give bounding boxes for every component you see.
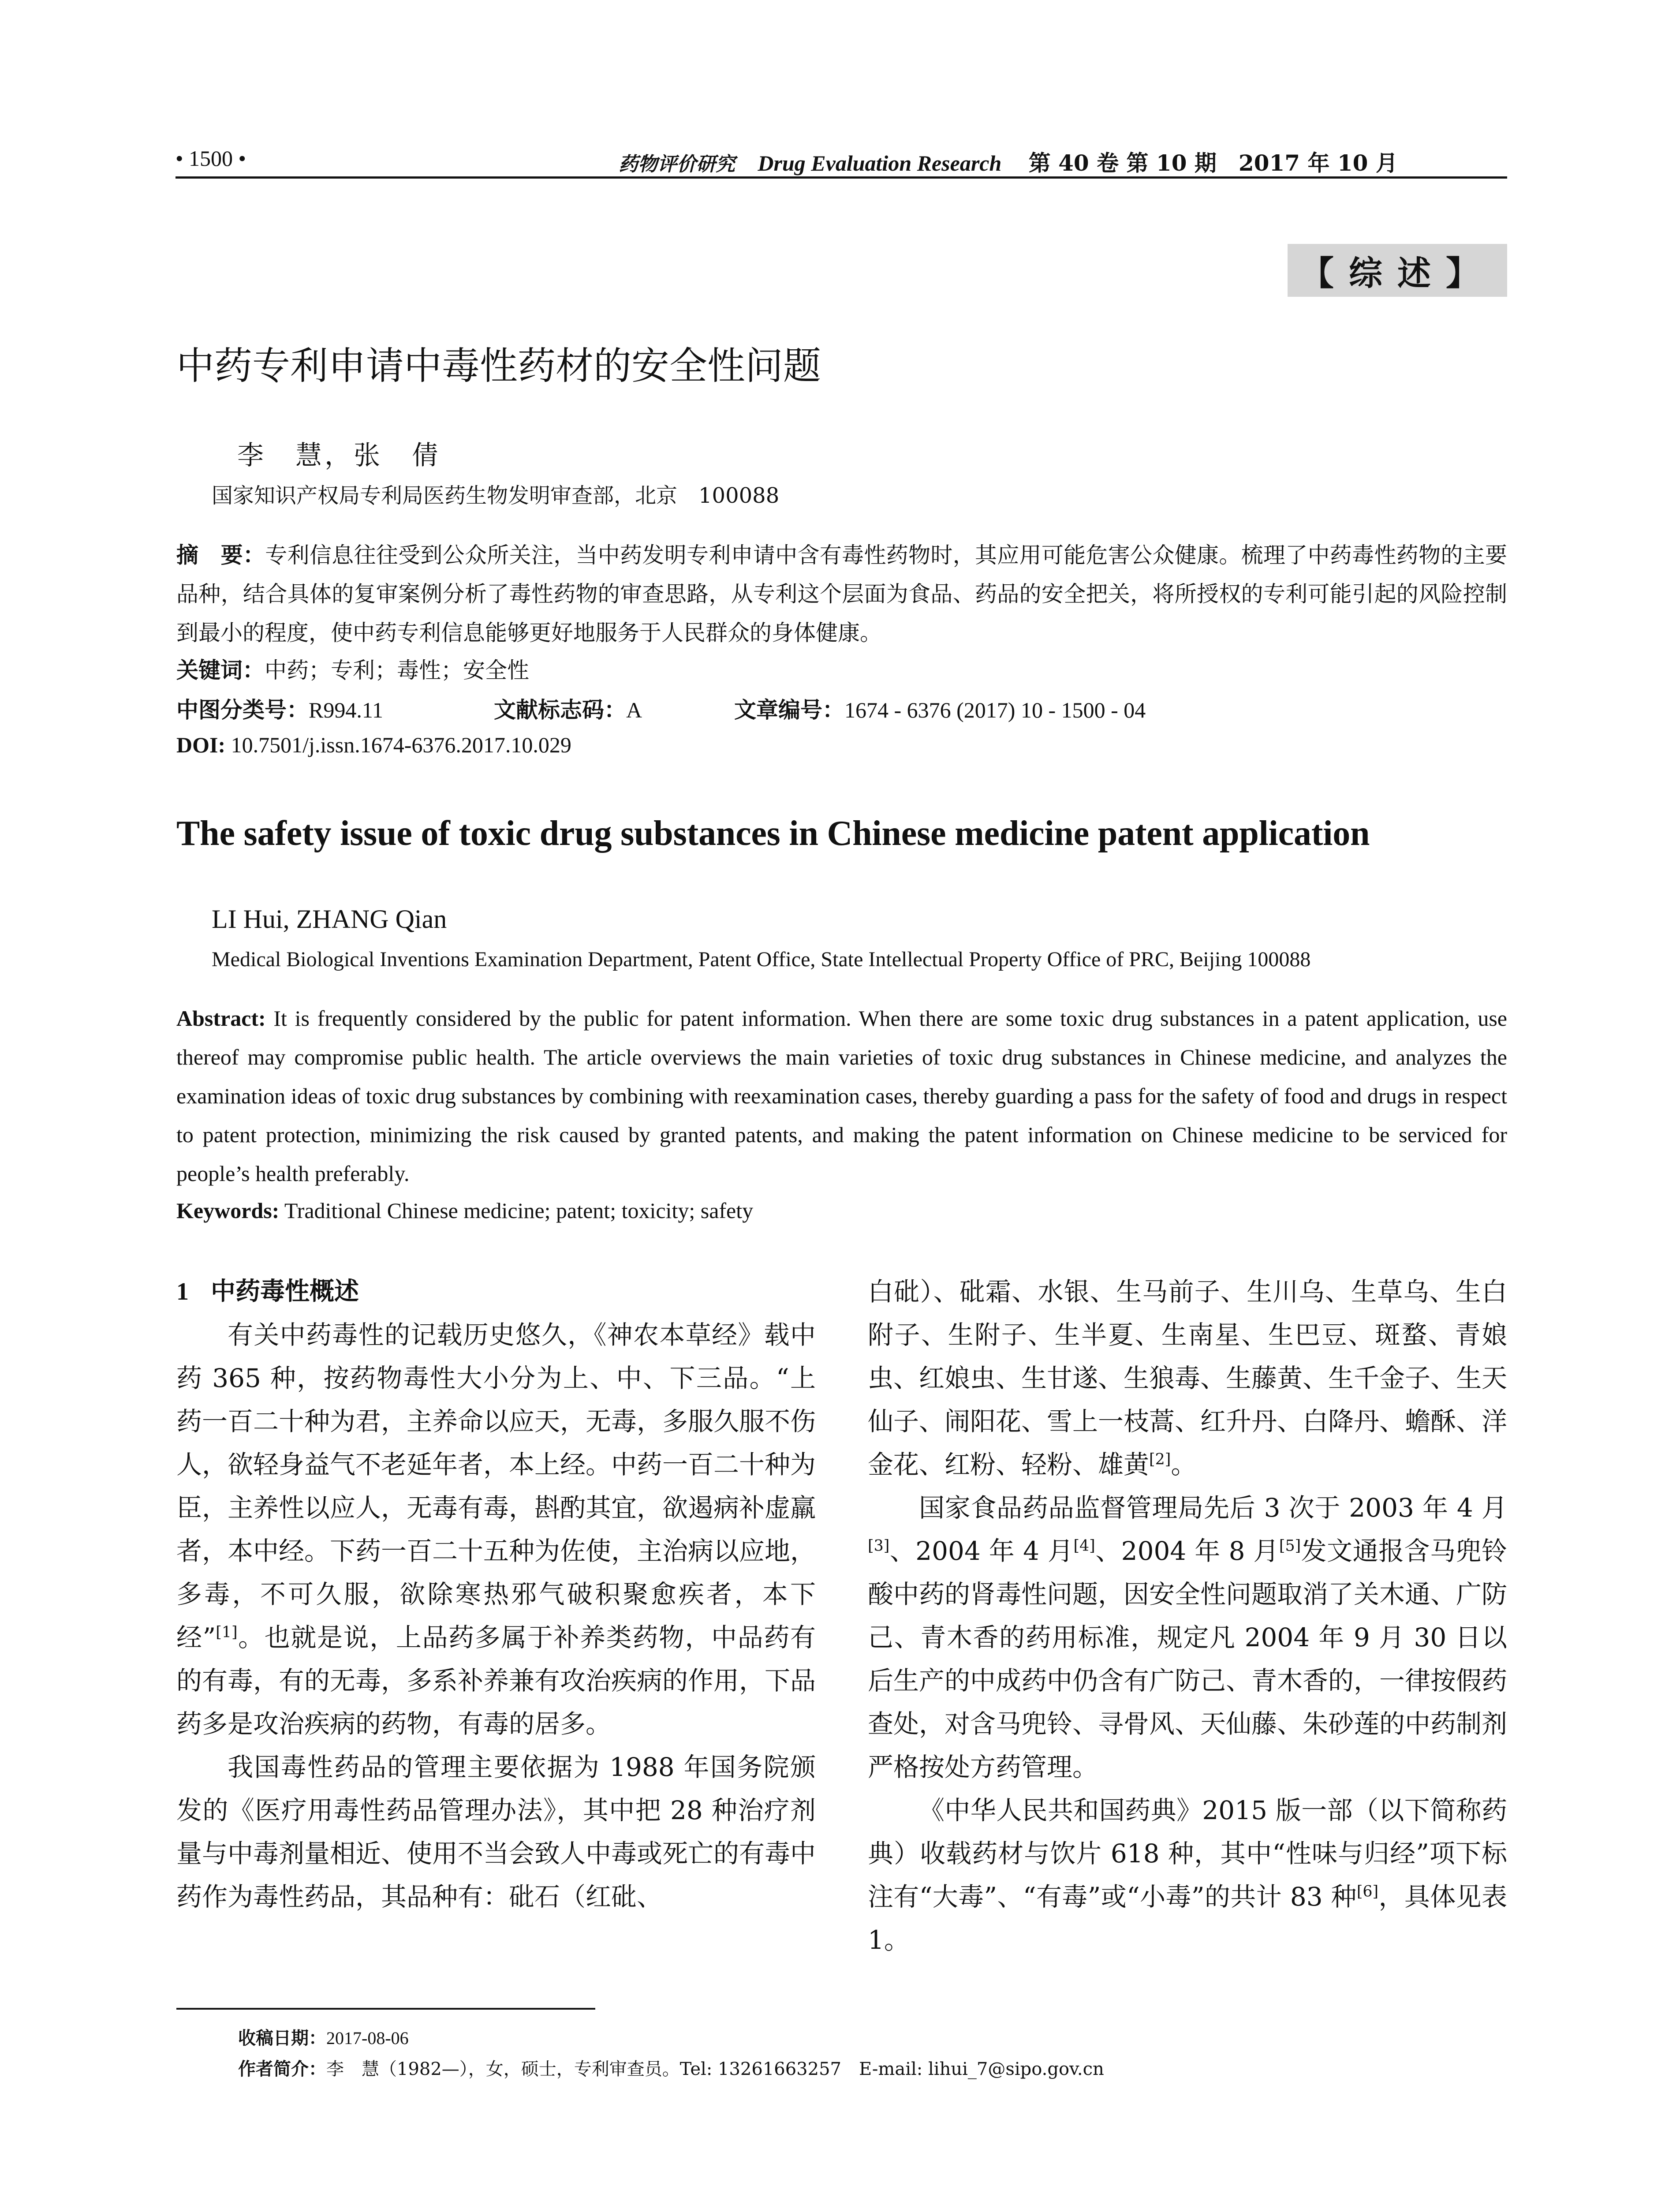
abstract-en-text: It is frequently considered by the public for patent information. When there are some toxic drug substances in a patent application, use thereof may compromise public health. The article overviews the main varieties of toxic drug substances in Chinese medicine, and analyzes the examination ideas of toxic drug substances by combining with reexamination cases, thereby guarding a pass for the safety of food and drugs in respect to patent protection, minimizing the risk caused by granted patents, and making the patent information on Chinese medicine to be serviced for people’s health preferably. <box>176 1006 1507 1186</box>
citation[interactable]: [3] <box>868 1537 890 1555</box>
clc-label: 中图分类号： <box>176 697 309 723</box>
clc-group <box>176 692 494 724</box>
article-value: 1674 - 6376 (2017) 10 - 1500 - 04 <box>844 698 1146 722</box>
abstract-cn <box>176 536 1507 652</box>
clc-value: R994.11 <box>309 698 383 722</box>
doi-value: 10.7501/j.issn.1674-6376.2017.10.029 <box>225 733 571 757</box>
citation[interactable]: [6] <box>1356 1883 1379 1901</box>
bio-text: 李 慧（1982—），女，硕士，专利审查员。Tel: 13261663257 E-mail: lihui_7@sipo.gov.cn <box>326 2059 1104 2079</box>
keywords-cn <box>176 653 529 684</box>
citation[interactable]: [4] <box>1073 1537 1095 1555</box>
keywords-cn-label: 关键词： <box>176 658 265 683</box>
journal-info <box>619 146 1398 177</box>
header-rule <box>175 176 1507 179</box>
category-badge: 【综述】 <box>1288 244 1507 297</box>
paragraph-text: 我国毒性药品的管理主要依据为 1988 年国务院颁发的《医疗用毒性药品管理办法》，其中把 28 种治疗剂量与中毒剂量相近、使用不当会致人中毒或死亡的有毒中药作为毒性药品，其品种有：砒石（红砒、 <box>176 1752 816 1912</box>
body-column-left <box>176 1270 816 1918</box>
page-number: • 1500 • <box>175 146 246 171</box>
citation[interactable]: [5] <box>1279 1537 1301 1555</box>
section-title: 中药毒性概述 <box>211 1277 359 1306</box>
doc-label: 文献标志码： <box>494 697 626 723</box>
abstract-en-label: Abstract: <box>176 1006 266 1031</box>
affiliation-cn: 国家知识产权局专利局医药生物发明审查部，北京 100088 <box>212 483 780 508</box>
paragraph <box>176 1745 816 1918</box>
paragraph-text: 、2004 年 4 月 <box>889 1536 1074 1566</box>
paragraph <box>868 1789 1507 1962</box>
paragraph <box>868 1486 1507 1789</box>
keywords-en <box>176 1198 753 1223</box>
received-label: 收稿日期： <box>238 2028 326 2048</box>
abstract-cn-text: 专利信息往往受到公众所关注，当中药发明专利申请中含有毒性药物时，其应用可能危害公众健康。梳理了中药毒性药物的主要品种，结合具体的复审案例分析了毒性药物的审查思路，从专利这个层面为食品、药品的安全把关，将所授权的专利可能引起的风险控制到最小的程度，使中药专利信息能够更好地服务于人民群众的身体健康。 <box>176 542 1508 646</box>
body-column-right <box>868 1270 1507 1962</box>
abstract-cn-label: 摘 要： <box>176 542 265 568</box>
authors-en: LI Hui, ZHANG Qian <box>212 904 447 934</box>
doi <box>176 732 571 758</box>
keywords-cn-text: 中药；专利；毒性；安全性 <box>265 658 529 683</box>
received-date <box>238 2024 409 2049</box>
journal-name-en: Drug Evaluation Research <box>758 151 1002 176</box>
paragraph <box>176 1313 816 1745</box>
article-group <box>734 692 1146 724</box>
doi-label: DOI: <box>176 733 226 757</box>
bio-label: 作者简介： <box>238 2059 326 2079</box>
citation[interactable]: [1] <box>216 1623 238 1641</box>
paragraph-text: 。也就是说，上品药多属于补养类药物，中品药有的有毒，有的无毒，多系补养兼有攻治疾病的作用，下品药多是攻治疾病的药物，有毒的居多。 <box>176 1622 816 1739</box>
journal-name-cn: 药物评价研究 <box>619 153 735 176</box>
doc-value: A <box>626 698 642 722</box>
article-label: 文章编号： <box>734 697 844 723</box>
title-cn: 中药专利申请中毒性药材的安全性问题 <box>176 344 821 388</box>
paragraph-text: 有关中药毒性的记载历史悠久，《神农本草经》载中药 365 种，按药物毒性大小分为上、中、下三品。“上药一百二十种为君，主养命以应天，无毒，多服久服不伤人，欲轻身益气不老延年者，本上经。中药一百二十种为臣，主养性以应人，无毒有毒，斟酌其宜，欲遏病补虚羸者，本中经。下药一百二十五种为佐使，主治病以应地，多毒，不可久服，欲除寒热邪气破积聚愈疾者，本下经” <box>176 1320 816 1652</box>
paragraph-text: 发文通报含马兜铃酸中药的肾毒性问题，因安全性问题取消了关木通、广防己、青木香的药用标准，规定凡 2004 年 9 月 30 日以后生产的中成药中仍含有广防己、青木香的，一律按假药查处，对含马兜铃、寻骨风、天仙藤、朱砂莲的中药制剂严格按处方药管理。 <box>868 1536 1508 1782</box>
keywords-en-text: Traditional Chinese medicine; patent; toxicity; safety <box>279 1198 754 1223</box>
paragraph-text: 白砒）、砒霜、水银、生马前子、生川乌、生草乌、生白附子、生附子、生半夏、生南星、生巴豆、斑蝥、青娘虫、红娘虫、生甘遂、生狼毒、生藤黄、生千金子、生天仙子、闹阳花、雪上一枝蒿、红升丹、白降丹、蟾酥、洋金花、红粉、轻粉、雄黄 <box>868 1277 1508 1480</box>
keywords-en-label: Keywords: <box>176 1198 280 1223</box>
abstract-en <box>176 999 1507 1193</box>
authors-cn: 李 慧，张 倩 <box>237 440 441 471</box>
classification-row <box>176 692 1146 724</box>
author-bio <box>238 2055 1104 2080</box>
footnote-rule <box>176 2008 595 2010</box>
affiliation-en: Medical Biological Inventions Examination Department, Patent Office, State Intellectual Property Office of PRC, Beijing 100088 <box>212 948 1311 971</box>
paragraph-text: 。 <box>1171 1450 1197 1480</box>
paragraph <box>868 1270 1507 1486</box>
paragraph-text: ，具体见表 1。 <box>868 1882 1507 1955</box>
paragraph-text: 、2004 年 8 月 <box>1095 1536 1279 1566</box>
received-value: 2017-08-06 <box>326 2028 409 2048</box>
paragraph-text: 《中华人民共和国药典》2015 版一部（以下简称药典）收载药材与饮片 618 种，其中“性味与归经”项下标注有“大毒”、“有毒”或“小毒”的共计 83 种 <box>868 1795 1507 1912</box>
title-en: The safety issue of toxic drug substances in Chinese medicine patent application <box>176 814 1370 853</box>
journal-issue: 第 40 卷 第 10 期 2017 年 10 月 <box>1028 150 1398 176</box>
section-number: 1 <box>176 1278 189 1305</box>
paragraph-text: 国家食品药品监督管理局先后 3 次于 2003 年 4 月 <box>919 1493 1507 1523</box>
running-header <box>175 140 1507 176</box>
doc-group <box>494 692 734 724</box>
section-heading <box>176 1270 816 1313</box>
citation[interactable]: [2] <box>1149 1450 1171 1469</box>
